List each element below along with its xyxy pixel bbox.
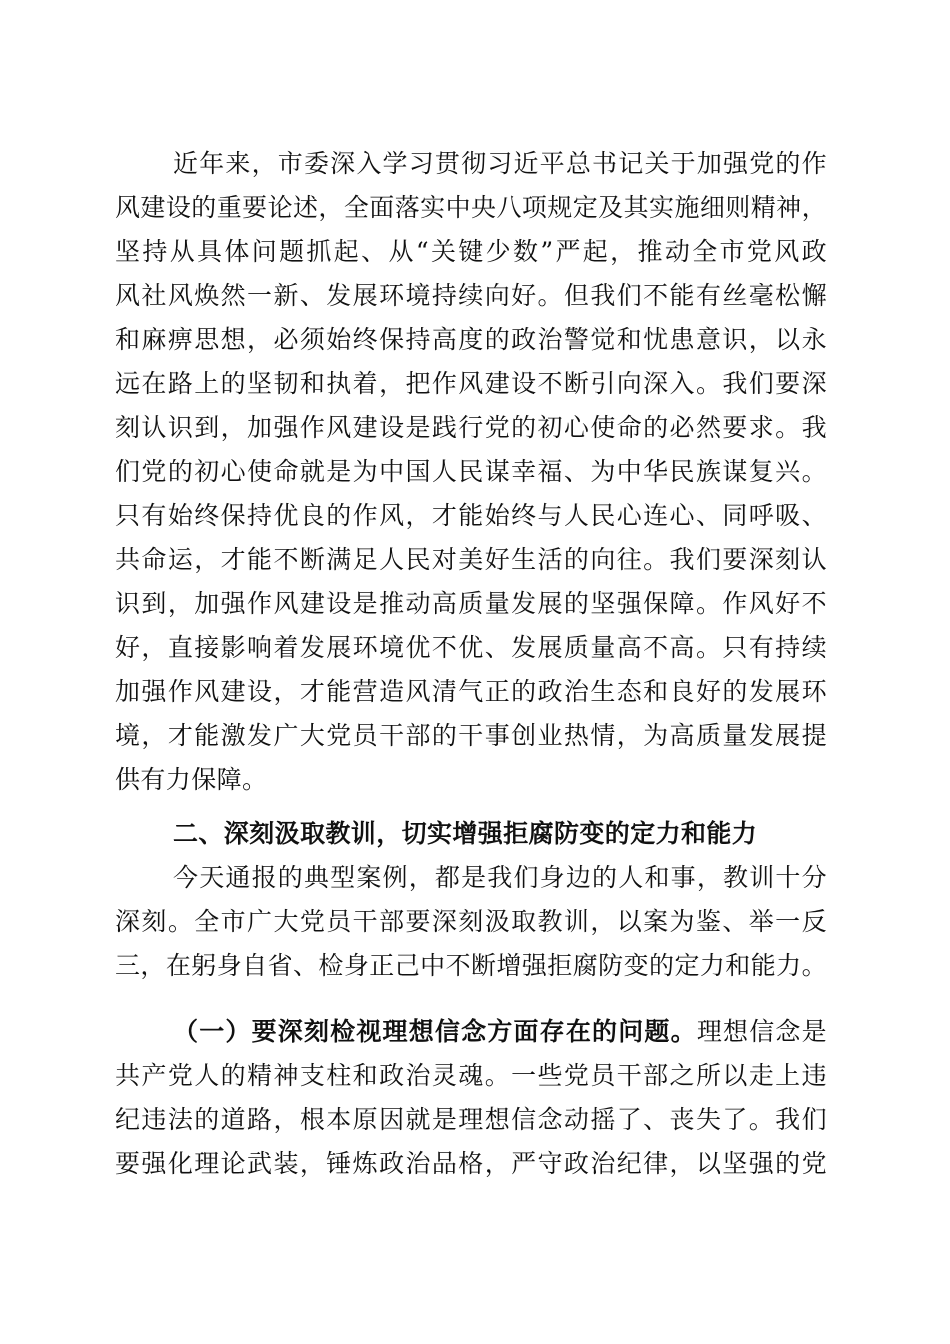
subsection-line [115,1016,827,1048]
section-heading: 二、深刻汲取教训，切实增强拒腐防变的定力和能力 [173,819,758,848]
paragraph-line: 风社风焕然一新、发展环境持续向好。但我们不能有丝毫松懈 [115,281,827,310]
paragraph-line: 加强作风建设，才能营造风清气正的政治生态和良好的发展环 [115,677,827,706]
paragraph-line: 今天通报的典型案例，都是我们身边的人和事，教训十分 [173,863,827,892]
paragraph-line: 只有始终保持优良的作风，才能始终与人民心连心、同呼吸、 [115,501,827,530]
paragraph-line: 境，才能激发广大党员干部的干事创业热情，为高质量发展提 [115,721,827,750]
paragraph-line: 风建设的重要论述，全面落实中央八项规定及其实施细则精神， [115,193,827,222]
subsection-heading: （一）要深刻检视理想信念方面存在的问题。 [173,1017,697,1046]
paragraph-line: 纪违法的道路，根本原因就是理想信念动摇了、丧失了。我们 [115,1105,827,1134]
paragraph-line: 近年来，市委深入学习贯彻习近平总书记关于加强党的作 [173,149,827,178]
paragraph-line: 远在路上的坚韧和执着，把作风建设不断引向深入。我们要深 [115,369,827,398]
paragraph-line: 识到，加强作风建设是推动高质量发展的坚强保障。作风好不 [115,589,827,618]
paragraph-line: 共产党人的精神支柱和政治灵魂。一些党员干部之所以走上违 [115,1061,827,1090]
paragraph-line: 刻认识到，加强作风建设是践行党的初心使命的必然要求。我 [115,413,827,442]
paragraph-line: 们党的初心使命就是为中国人民谋幸福、为中华民族谋复兴。 [115,457,827,486]
paragraph-line: 和麻痹思想，必须始终保持高度的政治警觉和忧患意识，以永 [115,325,827,354]
paragraph-line: 好，直接影响着发展环境优不优、发展质量高不高。只有持续 [115,633,827,662]
paragraph-line: 供有力保障。 [115,765,268,794]
paragraph-line: 三，在躬身自省、检身正己中不断增强拒腐防变的定力和能力。 [115,951,827,980]
paragraph-line: 坚持从具体问题抓起、从“关键少数”严起，推动全市党风政 [115,237,827,266]
paragraph-line: 要强化理论武装，锤炼政治品格，严守政治纪律，以坚强的党 [115,1149,827,1178]
paragraph-text: 理想信念是 [696,1017,827,1046]
paragraph-line: 共命运，才能不断满足人民对美好生活的向往。我们要深刻认 [115,545,827,574]
paragraph-line: 深刻。全市广大党员干部要深刻汲取教训，以案为鉴、举一反 [115,907,827,936]
